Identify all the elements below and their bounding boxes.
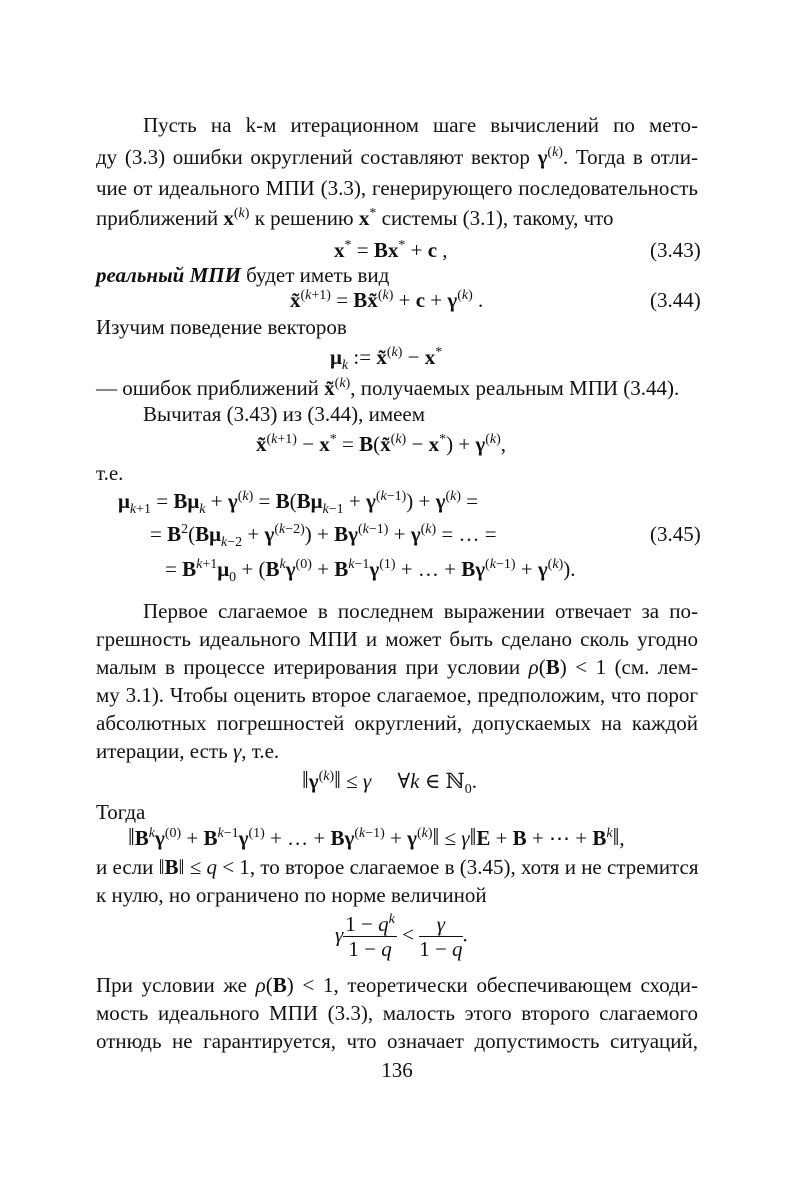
te-line: т.е. [96,461,124,485]
para2-line2: грешность идеального МПИ и может быть сделано сколь угодно [96,627,698,651]
equation-3-45-line1: $\mu_{k+1} = B\mu_k + \gamma^{(k)} = B(B\mu_{k-1} + \gamma^{(k-1)}) + \gamma^{(k)}$ = [118,489,479,518]
para4-line1: При условии же ρ(B) < 1, теоретически обеспечивающем сходи- [96,973,698,997]
para2-line1: Первое слагаемое в последнем выражении отвечает за по- [143,599,698,623]
page-number: 136 [381,1058,413,1082]
equation-3-45-line2: = $B^2(B\mu_{k-2} + \gamma^{(k-2)}) + B\gamma^{(k-1)} + \gamma^{(k)}$ = … = [150,522,497,551]
para1-line4: приближений $x^{(k)}$ к решению x* системы (3.1), такому, что [96,206,614,230]
equation-3-45-line3: = $B^{k+1}\mu_0 + (B^k\gamma^{(0)} + B^{k-1}\gamma^{(1)}$ + … + $B\gamma^{(k-1)} + \gamma^{(k)}$). [165,557,576,586]
para1-line3: чие от идеального МПИ (3.3), генерирующего последовательность [96,176,698,200]
equation-difference: x̃$^{(k+1)}$ − x* = B(x̃$^{(k)}$ − $x^*) + \gamma^{(k)}$, [256,432,507,456]
equation-norm-bound: $‖\gamma^{(k)}‖ \le \gamma$ ∀k ∈ ℕ$_0$. [302,768,477,798]
para4-line2: мость идеального МПИ (3.3), малость этого второго слагаемого [96,1001,698,1025]
equation-3-44: x̃$^{(k+1)}$ = Bx̃$^{(k)}$ + $c + \gamma^{(k)}$ . [290,288,484,312]
subtract-line: Вычитая (3.43) из (3.44), имеем [143,402,426,426]
para2-line4: му 3.1). Чтобы оценить второе слагаемое, предположим, что порог [96,683,698,707]
equation-3-44-number: (3.44) [650,288,701,312]
para4-line3: отнюдь не гарантируется, что означает допустимость ситуаций, [96,1029,698,1053]
para3-line2: к нулю, но ограничено по норме величиной [96,883,487,907]
equation-3-43-number: (3.43) [650,238,701,262]
para2-line5: абсолютных погрешностей округлений, допускаемых на каждой [96,711,698,735]
equation-sum-bound: $‖B^k\gamma^{(0)} + B^{k-1}\gamma^{(1)}$ + … + $B\gamma^{(k-1)}$ + $\gamma^{(k)}‖$ ≤ γ‖E + B + ⋯ + $B^k‖$, [128,825,625,851]
equation-mu-def: $\mu_k$ := x̃$^{(k)}$ − x* [330,345,443,374]
errors-line: — ошибок приближений x̃$^{(k)}$, получаемых реальным МПИ (3.44). [96,376,680,400]
para2-line3: малым в процессе итерирования при условии ρ(B) < 1 (см. лем- [96,655,698,679]
real-mpi-line: реальный МПИ будет иметь вид [96,263,390,287]
equation-3-43: x* = Bx* + c , [334,238,448,262]
then-line: Тогда [96,800,146,824]
equation-fraction-bound: γ $\frac{1 - q^k}{1 - q}$ < $\frac{\gamma}{1 - q}$ . [335,912,468,961]
para1-line2: ду (3.3) ошибки округлений составляют вектор $\gamma^{(k)}$. Тогда в отли- [96,145,698,169]
para2-line6: итерации, есть γ, т.е. [96,739,280,763]
study-line: Изучим поведение векторов [96,315,347,339]
para3-line1: и если ‖B‖ ≤ q < 1, то второе слагаемое в (3.45), хотя и не стремится [96,855,699,879]
equation-3-45-number: (3.45) [650,522,701,546]
para1-line1: Пусть на k-м итерационном шаге вычислений по мето- [143,113,698,137]
